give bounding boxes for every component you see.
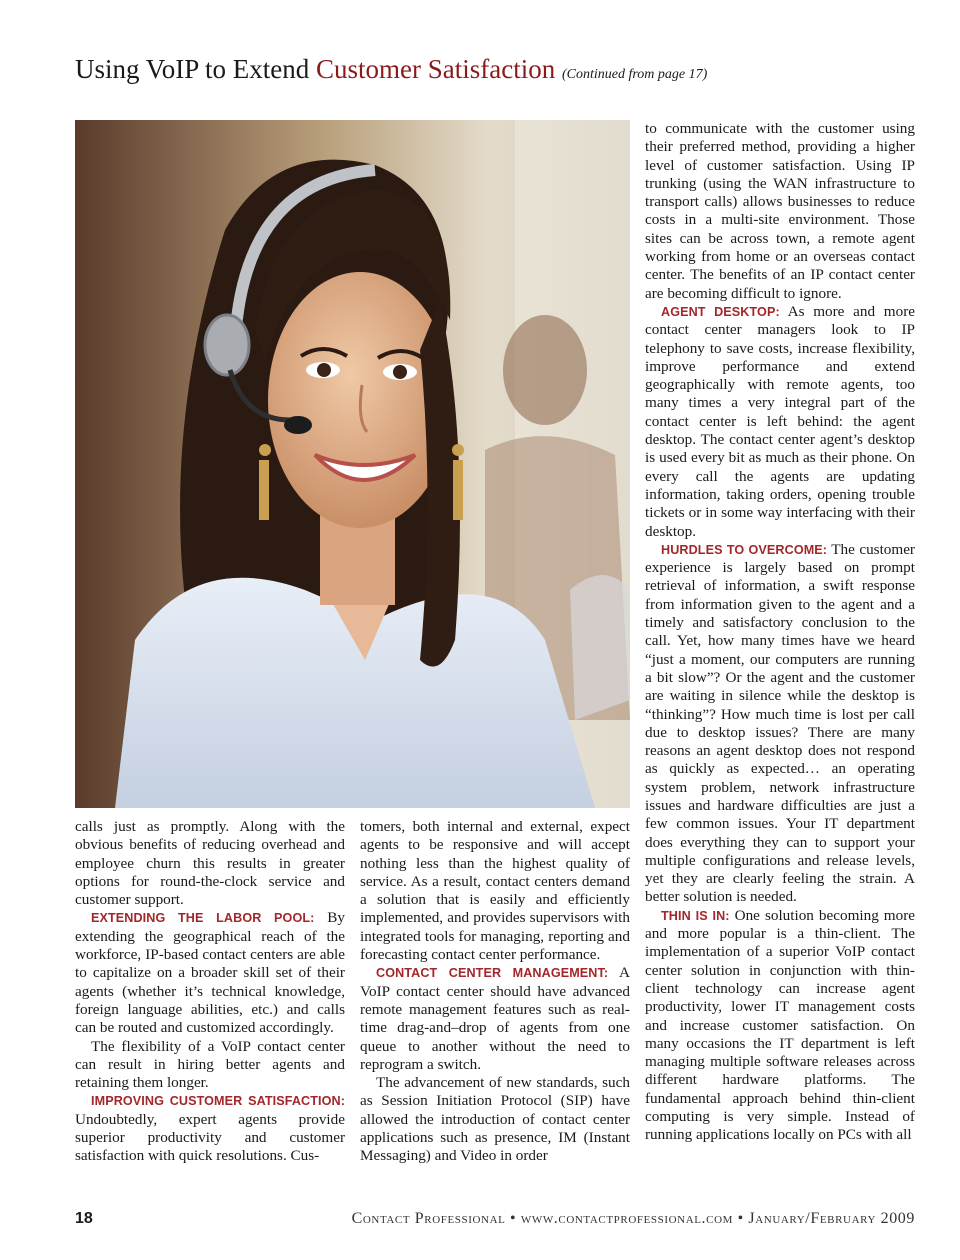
paragraph-text: As more and more contact center managers look to IP telephony to save costs, increase flexibility, improve performance and extend geographically with remote agents, too many times a very integral part of the contact center is left behind: the agent desktop. The contact center agent’s desktop is used every bit as much as their phone. On every call the agents are updating information, taking orders, opening trouble tickets or in some way interfacing with their desktop. <box>645 302 915 540</box>
title-plain: Using VoIP to Extend <box>75 54 317 84</box>
paragraph: tomers, both internal and external, expect agents to be responsive and will accept nothing less than the highest quality of service. As a result, contact centers demand a solution that is easily and efficiently implemented, and provides supervisors with integrated tools for managing, reporting and forecasting contact center performance. <box>360 818 630 964</box>
continued-note: (Continued from page 17) <box>562 67 708 82</box>
section-heading: HURDLES TO OVERCOME: <box>661 542 828 557</box>
paragraph-text: By extending the geographical reach of the workforce, IP-based contact centers are able to capitalize on a broader skill set of their agents (whether it’s technical knowledge, foreign language abilities, etc.) and calls can be routed and customized accordingly. <box>75 909 345 1037</box>
paragraph-thin-is-in <box>645 907 915 1145</box>
woman-with-headset-photo <box>75 120 630 808</box>
section-heading: EXTENDING THE LABOR POOL: <box>91 911 315 926</box>
paragraph-agent-desktop <box>645 303 915 541</box>
section-heading: AGENT DESKTOP: <box>661 304 780 319</box>
title-accent: Customer Satisfaction <box>316 54 556 84</box>
paragraph-text: Undoubtedly, expert agents provide superior productivity and customer satisfaction with quick resolutions. Cus- <box>75 1110 345 1165</box>
page-number: 18 <box>75 1210 93 1227</box>
paragraph-text: One solution becoming more and more popular is a thin-client. The implementation of a superior VoIP contact center solution in conjunction with thin-client technology can increase agent productivity, lower IT management costs and increase customer satisfaction. On many occasions the IT department is left managing multiple software releases across different hardware platforms. The fundamental approach behind thin-client computing is very simple. Instead of running applications locally on PCs with all <box>645 906 916 1144</box>
paragraph: The advancement of new standards, such as Session Initiation Protocol (SIP) have allowed the introduction of contact center applications such as presence, IM (Instant Messaging) and Video in order <box>360 1074 630 1165</box>
paragraph-improving-customer-satisfaction <box>75 1092 345 1165</box>
section-heading: IMPROVING CUSTOMER SATISFACTION: <box>91 1094 345 1109</box>
section-heading: CONTACT CENTER MANAGEMENT: <box>376 966 609 981</box>
paragraph-text: The customer experience is largely based on prompt retrieval of information, a swift response from information given to the agent and a timely and satisfactory conclusion to the call. Yet, how many times have we heard “just a moment, our computers are running a bit slow”? Or the agent and the customer are waiting in silence while the desktop is “thinking”? How much time is lost per call due to desktop issues? There are many reasons an agent desktop does not respond as quickly as expected… an operating system problem, network infrastructure issues and hardware difficulties are just a few common issues. Your IT department does everything they can to support your multiple configurations and release levels, yet they are clearly feeling the strain. A better solution is needed. <box>645 540 915 906</box>
article-title <box>75 56 707 83</box>
column-middle <box>360 818 630 1166</box>
paragraph-text: A VoIP contact center should have advanced remote management features such as real-time drag-and–drop of agents from one queue to another without the need to reprogram a switch. <box>360 964 630 1073</box>
column-left <box>75 818 345 1166</box>
paragraph: calls just as promptly. Along with the obvious benefits of reducing overhead and employee churn this results in greater options for round-the-clock service and customer support. <box>75 818 345 909</box>
column-right <box>645 120 915 1145</box>
paragraph-contact-center-management <box>360 964 630 1074</box>
paragraph-extending-labor-pool <box>75 909 345 1037</box>
section-heading: THIN IS IN: <box>661 908 730 923</box>
masthead: Contact Professional • www.contactprofessional.com • January/February 2009 <box>351 1210 915 1227</box>
page-footer <box>75 1210 915 1234</box>
paragraph: The flexibility of a VoIP contact center can result in hiring better agents and retaining them longer. <box>75 1037 345 1092</box>
paragraph: to communicate with the customer using their preferred method, providing a higher level of customer satisfaction. Using IP trunking (using the WAN infrastructure to transport calls) allows businesses to reduce costs in a multi-site environment. Those sites can be across town, a remote agent working from home or an overseas contact center. The benefits of an IP contact center are becoming difficult to ignore. <box>645 120 915 302</box>
paragraph-hurdles-to-overcome <box>645 541 915 907</box>
